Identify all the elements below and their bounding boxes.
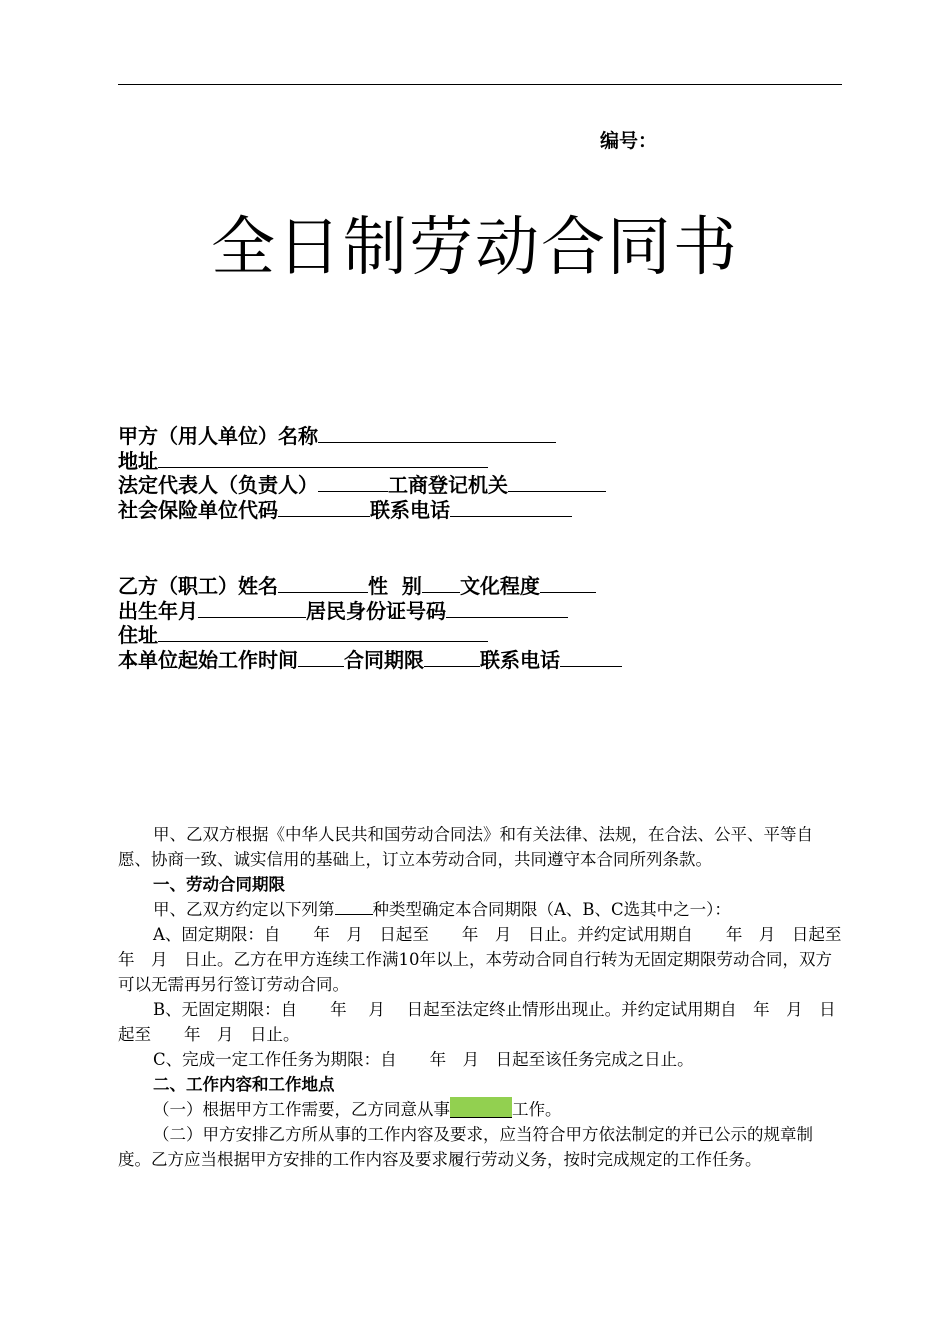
contract-body (118, 822, 875, 1172)
party-b-phone-label: 联系电话 (480, 647, 560, 672)
party-a-legal-rep-field[interactable] (318, 473, 388, 492)
party-b-name-line (118, 574, 622, 599)
party-a-section (118, 424, 606, 522)
party-b-address-line (118, 623, 622, 648)
party-a-legal-rep-label: 法定代表人（负责人） (118, 473, 318, 497)
party-a-name-field[interactable] (318, 424, 556, 443)
party-b-birth-field[interactable] (198, 599, 306, 618)
party-b-name-label: 乙方（职工）姓名 (118, 574, 278, 598)
party-b-phone-field[interactable] (560, 648, 622, 667)
serial-number-label: 编号： (600, 130, 658, 152)
party-b-address-field[interactable] (158, 623, 488, 642)
contract-type-field[interactable] (335, 898, 373, 915)
party-a-social-security-line (118, 498, 606, 523)
header-rule (118, 84, 842, 85)
party-a-address-label: 地址 (118, 448, 158, 473)
job-text-a: （一）根据甲方工作需要，乙方同意从事 (153, 1100, 450, 1119)
section-1-type-text-a: 甲、乙双方约定以下列第 (153, 900, 335, 919)
party-b-address-label: 住址 (118, 623, 158, 647)
rules-paragraph: （二）甲方安排乙方所从事的工作内容及要求，应当符合甲方依法制定的并已公示的规章制度。乙方应当根据甲方安排的工作内容及要求履行劳动义务，按时完成规定的工作任务。 (118, 1125, 813, 1169)
party-a-phone-label: 联系电话 (370, 497, 450, 522)
option-a-paragraph: A、固定期限：自 年 月 日起至 年 月 日止。并约定试用期自 年 月 日起至 年 月 日止。乙方在甲方连续工作满10年以上，本劳动合同自行转为无固定期限劳动合同，双方可以无需再另行签订劳动合同。 (118, 925, 875, 994)
section-2-heading: 二、工作内容和工作地点 (153, 1075, 335, 1094)
party-a-phone-field[interactable] (450, 498, 572, 517)
intro-paragraph: 甲、乙双方根据《中华人民共和国劳动合同法》和有关法律、法规，在合法、公平、平等自愿、协商一致、诚实信用的基础上，订立本劳动合同，共同遵守本合同所列条款。 (118, 825, 813, 869)
party-b-gender-label: 性 别 (368, 574, 422, 598)
party-a-legal-rep-line (118, 473, 606, 498)
party-b-term-field[interactable] (424, 648, 480, 667)
party-b-id-field[interactable] (446, 599, 568, 618)
section-1-heading: 一、劳动合同期限 (153, 875, 285, 894)
party-a-registration-label: 工商登记机关 (388, 473, 508, 497)
party-b-gender-field[interactable] (422, 574, 460, 593)
section-1-type-paragraph (118, 897, 842, 922)
party-b-education-label: 文化程度 (459, 574, 540, 598)
job-text-b: 工作。 (512, 1100, 562, 1119)
party-b-birth-line (118, 599, 622, 624)
document-title: 全日制劳动合同书 (211, 211, 739, 285)
party-b-term-label: 合同期限 (344, 647, 424, 672)
option-c-paragraph: C、完成一定工作任务为期限：自 年 月 日起至该任务完成之日止。 (153, 1050, 694, 1069)
party-a-name-label: 甲方（用人单位）名称 (118, 424, 318, 448)
party-b-name-field[interactable] (278, 574, 368, 593)
party-a-address-line (118, 449, 606, 474)
option-b-paragraph: B、无固定期限：自 年 月 日起至法定终止情形出现止。并约定试用期自 年 月 日起至 年 月 日止。 (118, 1000, 836, 1044)
party-a-social-security-field[interactable] (278, 498, 370, 517)
section-1-type-text-b: 种类型确定本合同期限（A、B、C选其中之一）： (372, 900, 731, 919)
job-paragraph (118, 1097, 842, 1122)
party-b-section (118, 574, 622, 672)
job-field-highlight[interactable] (450, 1097, 512, 1118)
party-b-start-line (118, 648, 622, 673)
party-a-registration-field[interactable] (508, 473, 606, 492)
party-b-education-field[interactable] (540, 574, 596, 593)
party-a-name-line (118, 424, 606, 449)
party-b-start-time-field[interactable] (298, 648, 344, 667)
party-b-id-label: 居民身份证号码 (306, 598, 446, 623)
party-a-address-field[interactable] (158, 449, 488, 468)
party-b-start-time-label: 本单位起始工作时间 (118, 647, 298, 672)
party-b-birth-label: 出生年月 (118, 598, 198, 623)
party-a-social-security-label: 社会保险单位代码 (118, 497, 278, 522)
